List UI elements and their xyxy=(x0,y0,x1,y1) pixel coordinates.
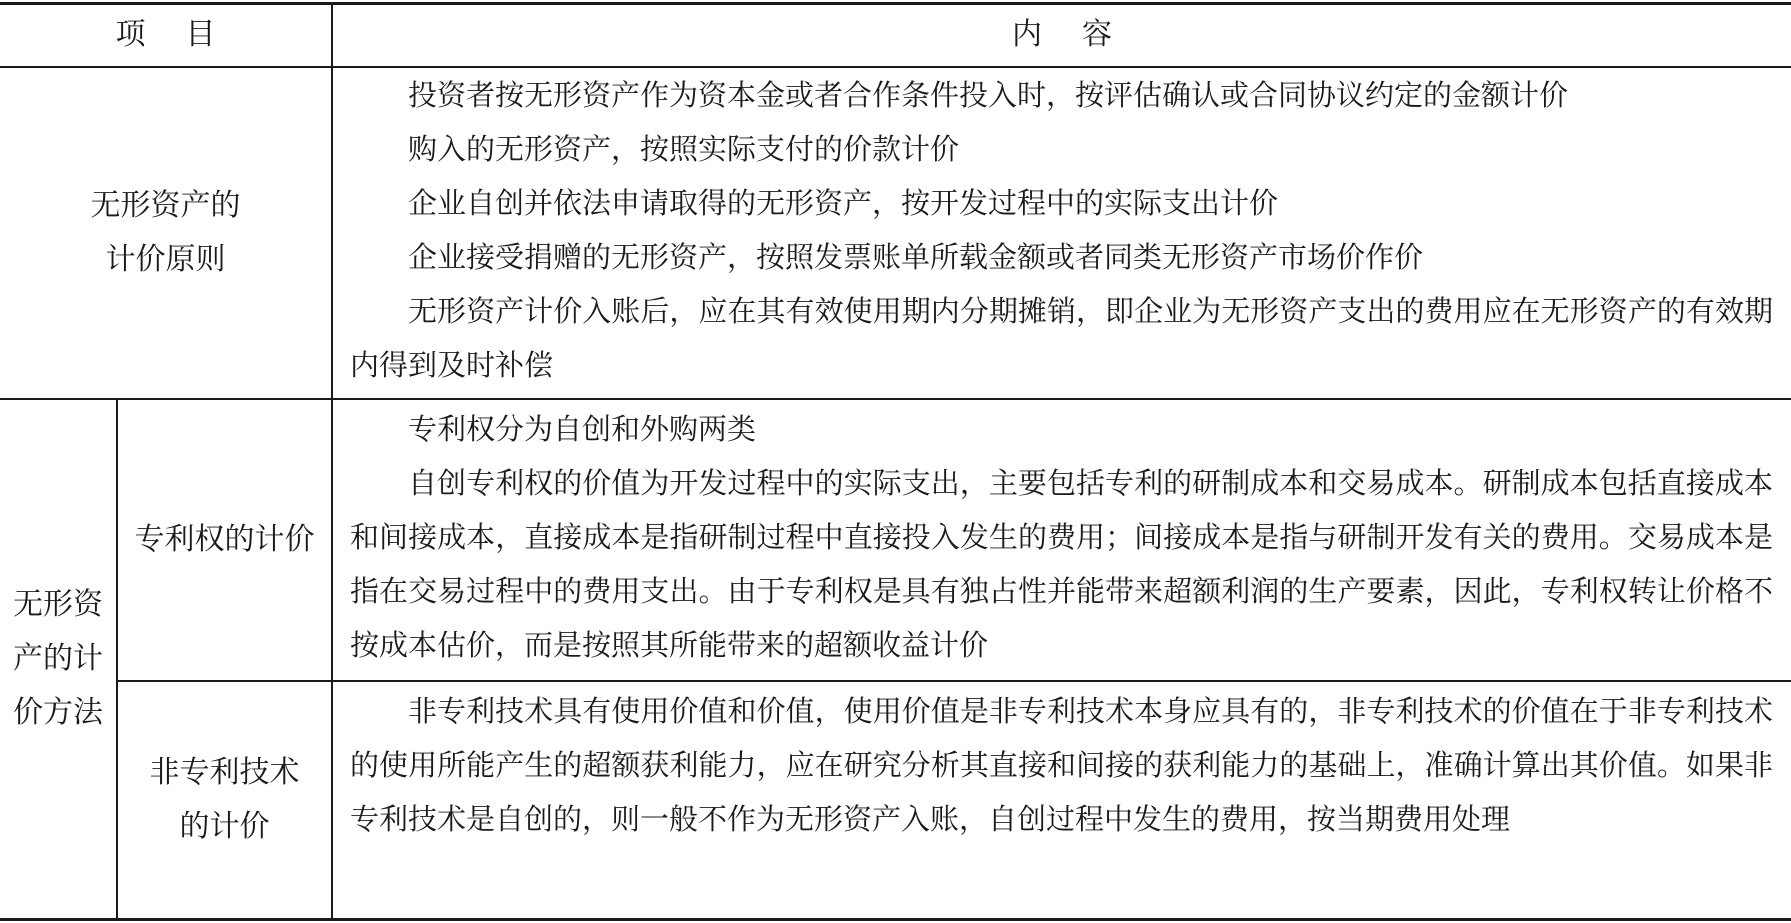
non-patent-label-line1: 非专利技术 xyxy=(149,755,300,790)
principle-label-line2: 计价原则 xyxy=(105,242,226,277)
patent-paragraph: 专利权分为自创和外购两类 xyxy=(408,412,757,446)
principle-label-line1: 无形资产的 xyxy=(90,188,241,223)
header-content-cell xyxy=(333,4,1791,66)
patent-bottom-rule xyxy=(116,680,1791,682)
header-item-label: 项目 xyxy=(115,17,256,52)
patent-label: 专利权的计价 xyxy=(134,522,315,557)
patent-content-cell xyxy=(333,402,1791,680)
non-patent-label-cell xyxy=(118,682,331,918)
patent-paragraph: 自创专利权的价值为开发过程中的实际支出，主要包括专利的研制成本和交易成本。研制成本包括直接成本和间接成本，直接成本是指研制过程中直接投入发生的费用；间接成本是指与研制开发有关的费用。交易成本是指在交易过程中的费用支出。由于专利权是具有独占性并能带来超额利润的生产要素，因此，专利权转让价格不按成本估价，而是按照其所能带来的超额收益计价 xyxy=(350,466,1773,662)
principle-paragraph: 企业自创并依法申请取得的无形资产，按开发过程中的实际支出计价 xyxy=(408,186,1279,220)
method-label-line2: 产的计 xyxy=(13,641,103,676)
method-label-line1: 无形资 xyxy=(13,587,103,622)
method-label-line3: 价方法 xyxy=(13,695,103,730)
principle-paragraph: 无形资产计价入账后，应在其有效使用期内分期摊销，即企业为无形资产支出的费用应在无形资产的有效期内得到及时补偿 xyxy=(350,294,1773,382)
principle-paragraph: 购入的无形资产，按照实际支付的价款计价 xyxy=(408,132,960,166)
non-patent-content-cell xyxy=(333,684,1791,918)
patent-label-cell xyxy=(118,400,331,680)
header-item-cell xyxy=(0,4,331,66)
principle-paragraph: 企业接受捐赠的无形资产，按照发票账单所载金额或者同类无形资产市场价作价 xyxy=(408,240,1424,274)
header-content-label: 内容 xyxy=(1012,17,1152,52)
non-patent-paragraph: 非专利技术具有使用价值和价值，使用价值是非专利技术本身应具有的，非专利技术的价值在于非专利技术的使用所能产生的超额获利能力，应在研究分析其直接和间接的获利能力的基础上，准确计算出其价值。如果非专利技术是自创的，则一般不作为无形资产入账，自创过程中发生的费用，按当期费用处理 xyxy=(350,694,1773,836)
method-label-cell xyxy=(0,400,116,918)
principle-paragraph: 投资者按无形资产作为资本金或者合作条件投入时，按评估确认或合同协议约定的金额计价 xyxy=(408,78,1569,112)
principle-content-cell xyxy=(333,68,1791,398)
table-bottom-rule xyxy=(0,918,1791,921)
non-patent-label-line2: 的计价 xyxy=(179,809,270,844)
principle-label-cell xyxy=(0,68,331,398)
